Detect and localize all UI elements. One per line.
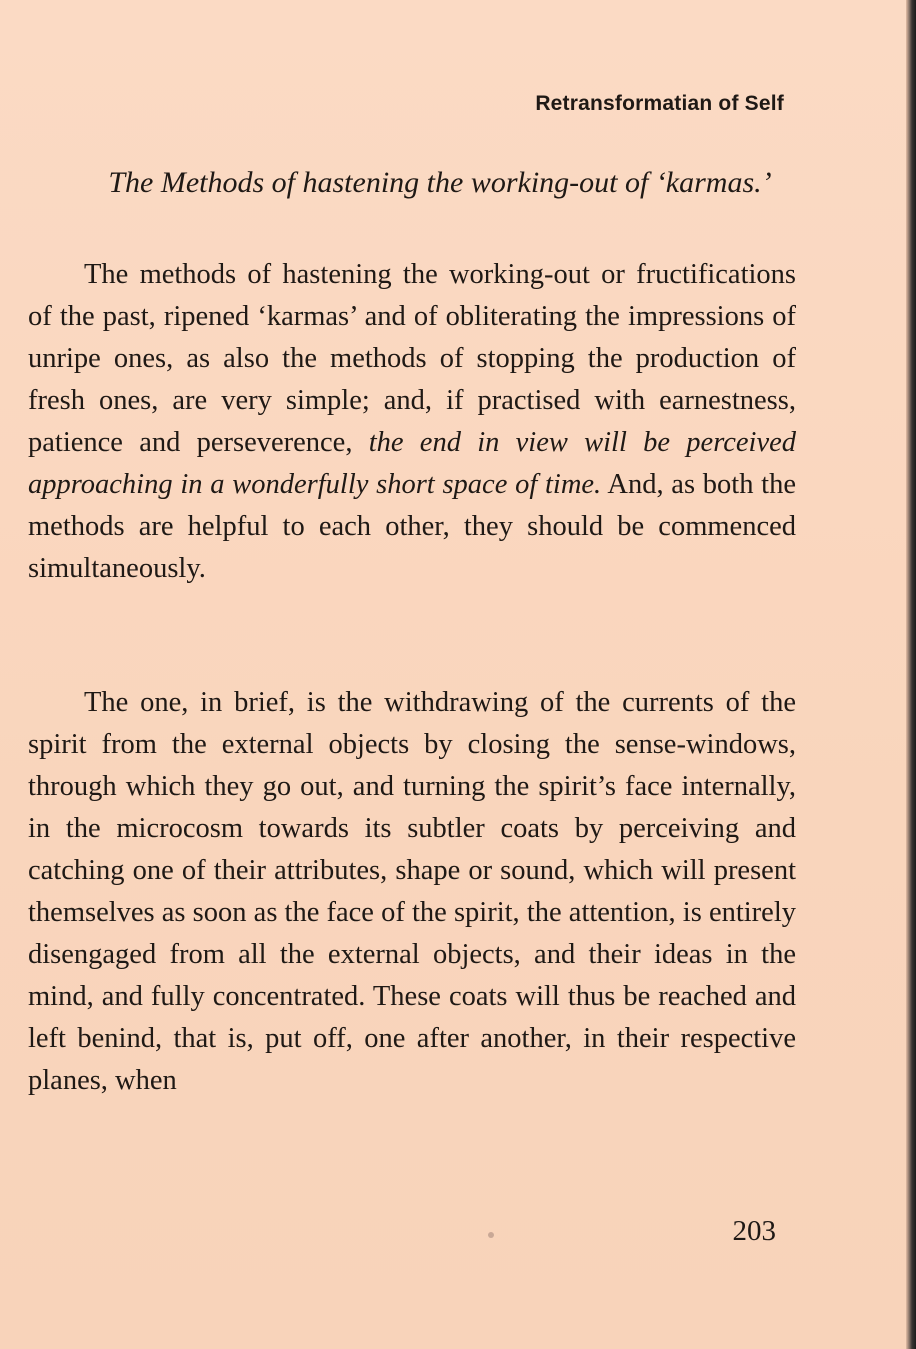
paragraph-1-start: The methods of hastening the working-out or fructifications of the past, ripened ‘karmas’ and of obliterating the impressions of unripe ones, as also the methods of stopping the production of fresh ones, are very simple; and, if practised with earnestness, patience and perseverence, xyxy=(28,259,796,458)
paragraph-1-end: And, as both the methods are helpful to each other, they should be commenced simultaneously. xyxy=(28,469,797,584)
page-number: 203 xyxy=(732,1215,776,1247)
ink-smudge xyxy=(488,1232,494,1238)
running-head: Retransformatian of Self xyxy=(535,92,784,115)
page-edge-shadow xyxy=(906,0,916,1349)
section-title: The Methods of hastening the working-out of ‘karmas.’ xyxy=(108,166,772,199)
paragraph-1-emphasis: the end in view will be perceived approaching in a wonderfully short space of time. xyxy=(28,427,796,500)
paragraph-2 xyxy=(28,682,796,1102)
paragraph-2-text: The one, in brief, is the withdrawing of the currents of the spirit from the external objects by closing the sense-windows, through which they go out, and turning the spirit’s face internally, in the microcosm towards its subtler coats by perceiving and catching one of their attributes, shape or sound, which will present themselves as soon as the face of the spirit, the attention, is entirely disengaged from all the external objects, and their ideas in the mind, and fully concentrated. These coats will thus be reached and left benind, that is, put off, one after another, in their respective planes, when xyxy=(28,687,796,1096)
paragraph-1 xyxy=(28,254,796,590)
